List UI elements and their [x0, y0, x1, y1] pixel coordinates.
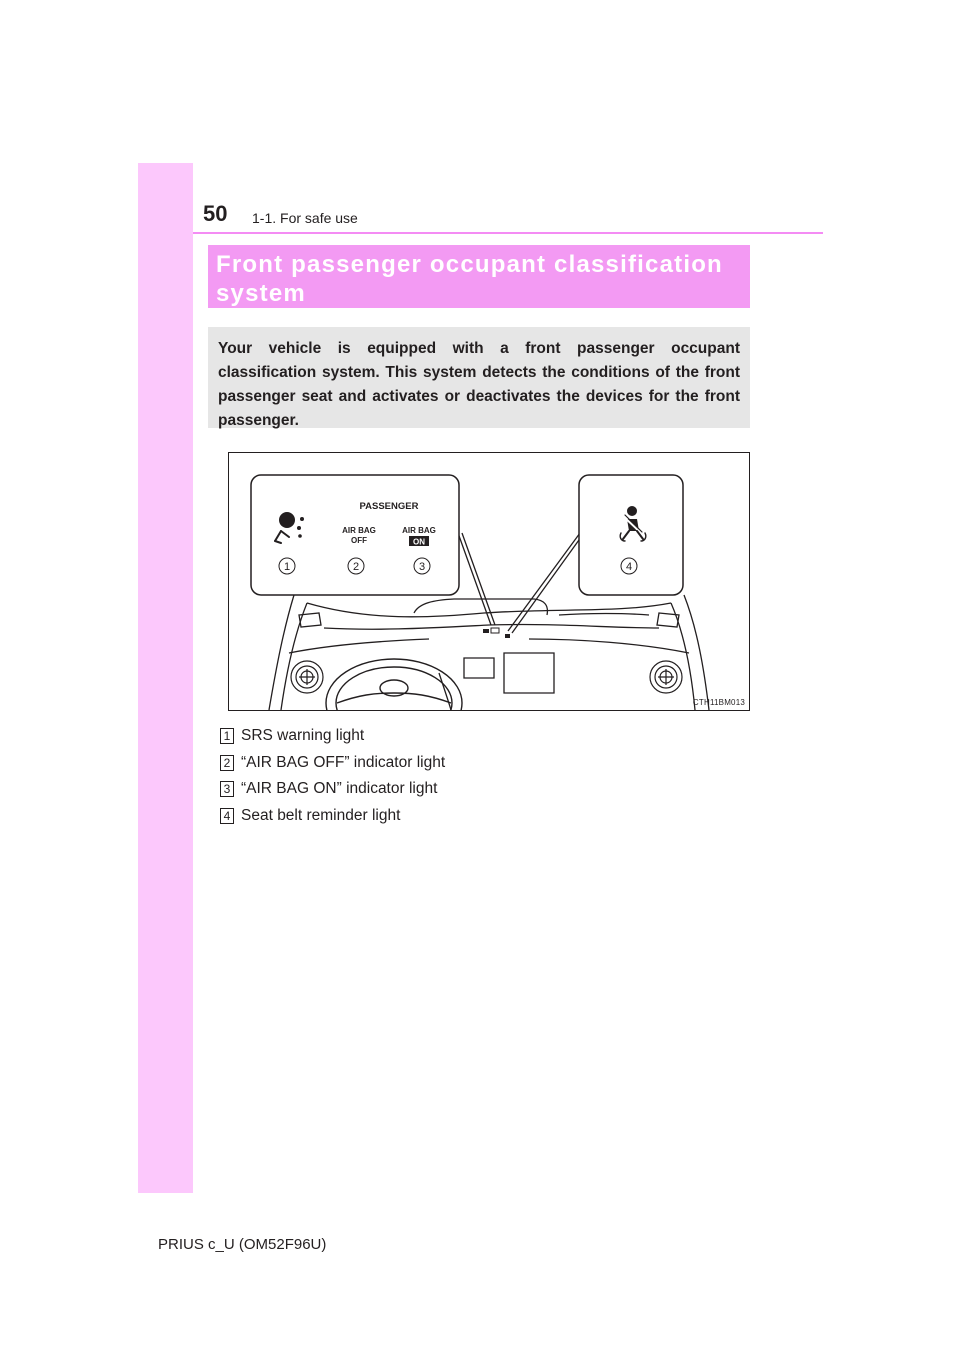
legend-label: “AIR BAG OFF” indicator light [241, 753, 446, 771]
indicator-panel [251, 475, 459, 595]
dashboard-illustration [228, 452, 750, 711]
off-label: OFF [351, 536, 367, 545]
right-air-vent [650, 661, 682, 693]
legend-number-badge: 3 [220, 781, 234, 797]
header-divider [193, 232, 823, 234]
seatbelt-panel [579, 475, 683, 595]
footer-model-code: PRIUS c_U (OM52F96U) [158, 1236, 327, 1253]
section-breadcrumb: 1-1. For safe use [252, 210, 358, 226]
legend-number-badge: 2 [220, 755, 234, 771]
callout-number-4: 4 [625, 561, 633, 573]
callout-number-3: 3 [418, 561, 426, 573]
passenger-heading: PASSENGER [359, 501, 419, 512]
page-title: Front passenger occupant classification system [208, 245, 750, 308]
callout-number-1: 1 [283, 561, 291, 573]
steering-wheel [326, 659, 462, 710]
figure-code: CTH11BM013 [692, 698, 745, 707]
intro-paragraph: Your vehicle is equipped with a front passenger occupant classification system. This system detects the conditions of the front passenger seat and activates or deactivates the devices for the front passenger. [208, 327, 750, 428]
on-label: ON [413, 537, 425, 547]
legend-label: “AIR BAG ON” indicator light [241, 780, 438, 797]
legend-number-badge: 4 [220, 808, 234, 824]
dashboard-drawing [229, 453, 749, 710]
leader-lines [458, 533, 584, 633]
callout-number-2: 2 [352, 561, 360, 573]
legend-label: Seat belt reminder light [241, 806, 401, 824]
legend-label: SRS warning light [241, 727, 365, 744]
page-number: 50 [203, 201, 228, 226]
indicator-unit [483, 628, 510, 638]
airbag-off-label: AIR BAG [342, 526, 376, 535]
airbag-on-label: AIR BAG [402, 526, 436, 535]
legend-number-badge: 1 [220, 728, 234, 744]
left-air-vent [291, 661, 323, 693]
side-tab [138, 163, 193, 1193]
dashboard-lines [269, 595, 709, 710]
